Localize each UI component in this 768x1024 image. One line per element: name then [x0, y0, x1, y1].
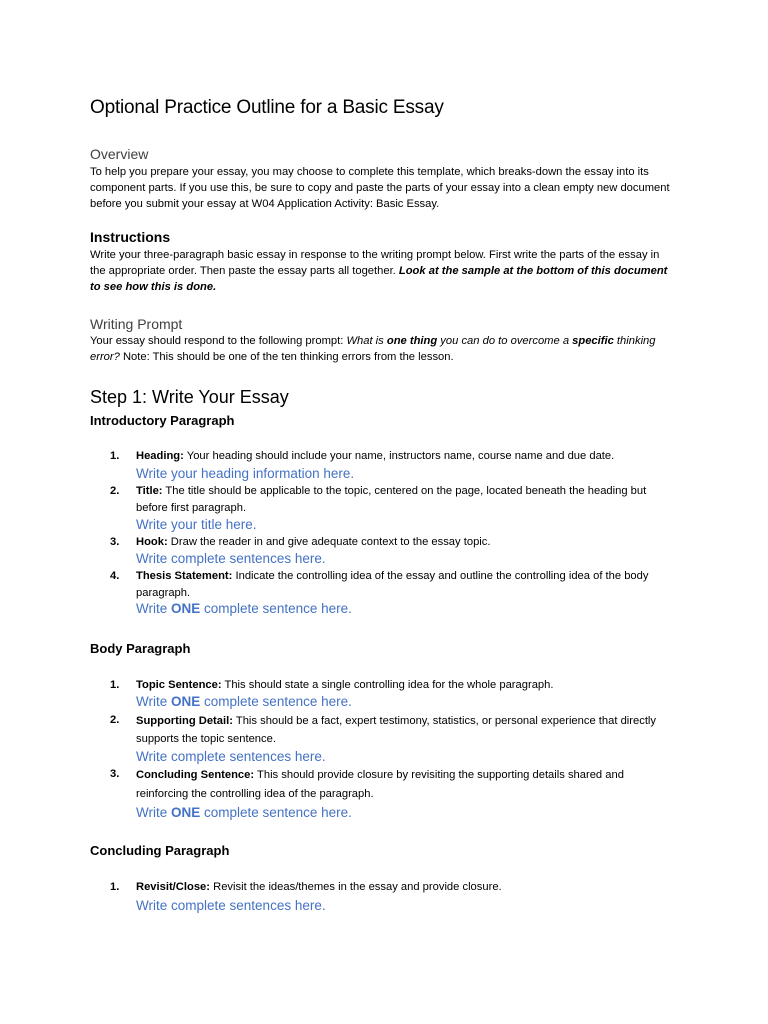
item-label: Topic Sentence: — [136, 679, 222, 691]
item-text: The title should be applicable to the topic, centered on the page, located beneath the heading but before first paragraph. — [136, 485, 647, 514]
introductory-paragraph-heading: Introductory Paragraph — [90, 413, 235, 428]
body-item-concluding — [110, 766, 678, 804]
conclusion-item-revisit — [110, 879, 678, 896]
item-text: Revisit the ideas/themes in the essay and provide closure. — [210, 881, 502, 893]
prompt-q4: specific — [572, 335, 614, 347]
list-number: 4. — [110, 570, 120, 582]
list-number: 1. — [110, 881, 120, 893]
intro-hint-heading[interactable]: Write your heading information here. — [136, 466, 355, 481]
intro-hint-hook[interactable]: Write complete sentences here. — [136, 551, 326, 566]
body-item-topic — [110, 677, 678, 694]
conclusion-hint-revisit[interactable]: Write complete sentences here. — [136, 898, 326, 913]
item-text: Indicate the controlling idea of the essay and outline the controlling idea of the body paragraph. — [136, 570, 649, 599]
instructions-text — [90, 247, 678, 295]
item-text: This should state a single controlling idea for the whole paragraph. — [221, 679, 554, 691]
concluding-paragraph-heading: Concluding Paragraph — [90, 843, 230, 858]
overview-text: To help you prepare your essay, you may choose to complete this template, which breaks-down the essay into its component parts. If you use this, be sure to copy and paste the parts of your essay into a clean empty new document before you submit your essay at W04 Application Activity: Basic Essay. — [90, 166, 670, 210]
hint-part: Write — [136, 805, 172, 820]
item-label: Concluding Sentence: — [136, 769, 255, 781]
prompt-lead: Your essay should respond to the following prompt: — [90, 335, 347, 347]
intro-item-heading — [110, 448, 678, 465]
intro-item-title — [110, 483, 678, 517]
hint-part: complete sentence here. — [200, 694, 352, 709]
hint-part: complete sentence here. — [200, 805, 352, 820]
list-number: 2. — [110, 485, 120, 497]
hint-part: Write — [136, 694, 172, 709]
intro-item-hook — [110, 534, 678, 551]
intro-hint-thesis[interactable] — [136, 601, 352, 616]
item-label: Hook: — [136, 536, 168, 548]
body-hint-supporting[interactable]: Write complete sentences here. — [136, 749, 326, 764]
overview-heading: Overview — [90, 146, 149, 162]
hint-part: Write — [136, 601, 172, 616]
item-label: Thesis Statement: — [136, 570, 233, 582]
item-text: Draw the reader in and give adequate context to the essay topic. — [167, 536, 491, 548]
list-number: 1. — [110, 450, 120, 462]
instructions-heading: Instructions — [90, 229, 171, 245]
hint-emphasis: ONE — [171, 601, 201, 616]
list-number: 2. — [110, 714, 120, 726]
item-text: Your heading should include your name, instructors name, course name and due date. — [183, 450, 615, 462]
document-title: Optional Practice Outline for a Basic Essay — [90, 97, 444, 118]
item-label: Title: — [136, 485, 163, 497]
item-text: This should be a fact, expert testimony, statistics, or personal experience that directly supports the topic sentence. — [136, 715, 657, 745]
item-text: This should provide closure by revisiting the supporting details shared and reinforcing the controlling idea of the paragraph. — [136, 769, 624, 800]
list-number: 3. — [110, 536, 120, 548]
prompt-q5: thinking error? — [90, 335, 656, 363]
body-hint-concluding[interactable] — [136, 805, 352, 820]
hint-emphasis: ONE — [171, 694, 201, 709]
prompt-q3: you can do to overcome a — [437, 335, 573, 347]
writing-prompt-heading: Writing Prompt — [90, 316, 183, 332]
hint-emphasis: ONE — [171, 805, 201, 820]
intro-hint-title[interactable]: Write your title here. — [136, 517, 257, 532]
list-number: 1. — [110, 679, 120, 691]
hint-part: complete sentence here. — [200, 601, 352, 616]
body-item-supporting — [110, 712, 678, 748]
prompt-q1: What is — [346, 335, 387, 347]
body-hint-topic[interactable] — [136, 694, 352, 709]
body-paragraph-heading: Body Paragraph — [90, 641, 191, 656]
list-number: 3. — [110, 768, 120, 780]
intro-item-thesis — [110, 568, 678, 602]
writing-prompt-text — [90, 333, 678, 365]
item-label: Heading: — [136, 450, 184, 462]
prompt-note: Note: This should be one of the ten thinking errors from the lesson. — [119, 351, 454, 363]
instructions-body: Write your three-paragraph basic essay in response to the writing prompt below. First write the parts of the essay in the appropriate order. Then paste the essay parts all together. — [90, 249, 660, 277]
instructions-emphasis: Look at the sample at the bottom of this document to see how this is done. — [90, 265, 668, 293]
item-label: Revisit/Close: — [136, 881, 210, 893]
item-label: Supporting Detail: — [136, 715, 233, 727]
step-1-heading: Step 1: Write Your Essay — [90, 387, 289, 407]
prompt-q2: one thing — [386, 335, 438, 347]
